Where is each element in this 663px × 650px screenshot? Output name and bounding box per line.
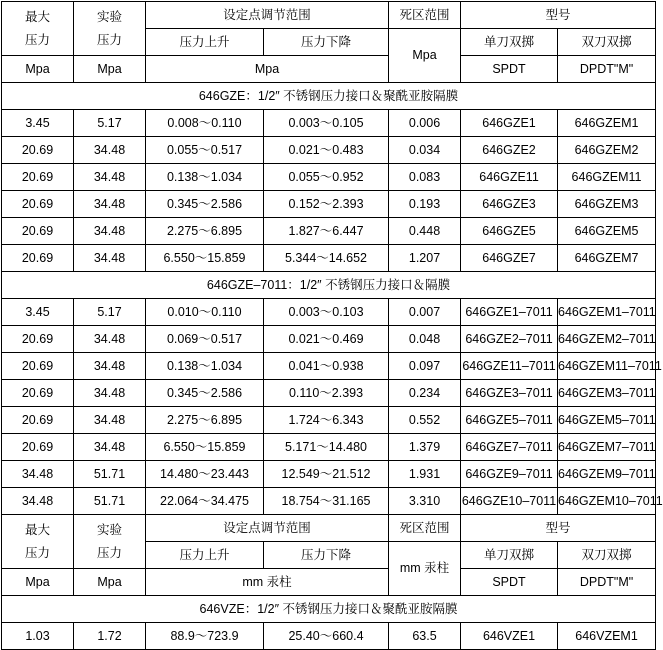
cell-deadband: 0.006: [389, 110, 461, 137]
cell-deadband: 1.379: [389, 434, 461, 461]
cell-model-spdt: 646GZE1: [461, 110, 558, 137]
cell-max-pressure: 34.48: [2, 461, 74, 488]
header-setpoint-range-2: 设定点调节范围: [146, 515, 389, 542]
cell-model-dpdt: 646GZEM11: [558, 164, 656, 191]
cell-model-dpdt: 646GZEM7: [558, 245, 656, 272]
cell-max-pressure: 20.69: [2, 326, 74, 353]
header-deadband-2: 死区范围: [389, 515, 461, 542]
cell-model-dpdt: 646GZEM1–7011: [558, 299, 656, 326]
header-test-pressure-line2: 压力: [96, 546, 122, 560]
cell-model-dpdt: 646GZEM5: [558, 218, 656, 245]
cell-model-dpdt: 646GZEM3: [558, 191, 656, 218]
header-test-pressure-1: [74, 2, 146, 56]
table-header-row: [2, 56, 656, 83]
header-max-pressure-2: [2, 515, 74, 569]
section-header-row: [2, 596, 656, 623]
cell-model-dpdt: 646GZEM1: [558, 110, 656, 137]
header-spdt-cn-2: 单刀双掷: [461, 542, 558, 569]
table-header-row: [2, 569, 656, 596]
cell-pressure-rise: 2.275～6.895: [146, 218, 264, 245]
header-setpoint-unit-2: mm 汞柱: [146, 569, 389, 596]
header-test-pressure-unit-2: Mpa: [74, 569, 146, 596]
header-pressure-rise-1: 压力上升: [146, 29, 264, 56]
cell-pressure-rise: 2.275～6.895: [146, 407, 264, 434]
header-setpoint-range-1: 设定点调节范围: [146, 2, 389, 29]
cell-deadband: 63.5: [389, 623, 461, 650]
cell-max-pressure: 20.69: [2, 164, 74, 191]
cell-pressure-fall: 0.003～0.103: [264, 299, 389, 326]
cell-pressure-rise: 0.345～2.586: [146, 191, 264, 218]
header-test-pressure-line1: 实验: [96, 522, 122, 537]
header-test-pressure-unit-1: Mpa: [74, 56, 146, 83]
spec-sheet: [0, 1, 663, 643]
cell-model-dpdt: 646GZEM2: [558, 137, 656, 164]
header-model-2: 型号: [461, 515, 656, 542]
header-deadband-1: 死区范围: [389, 2, 461, 29]
cell-test-pressure: 34.48: [74, 326, 146, 353]
cell-deadband: 0.193: [389, 191, 461, 218]
cell-model-spdt: 646GZE3–7011: [461, 380, 558, 407]
table-header-row: [2, 515, 656, 542]
cell-pressure-fall: 0.003～0.105: [264, 110, 389, 137]
cell-max-pressure: 20.69: [2, 407, 74, 434]
header-spdt-en-2: SPDT: [461, 569, 558, 596]
header-max-pressure-line2: 压力: [24, 33, 50, 47]
cell-pressure-rise: 0.138～1.034: [146, 353, 264, 380]
cell-test-pressure: 1.72: [74, 623, 146, 650]
cell-pressure-fall: 0.021～0.469: [264, 326, 389, 353]
cell-model-dpdt: 646GZEM9–7011: [558, 461, 656, 488]
table-row: [2, 164, 656, 191]
table-row: [2, 407, 656, 434]
cell-model-dpdt: 646GZEM11–7011: [558, 353, 656, 380]
table-row: [2, 137, 656, 164]
cell-pressure-fall: 0.041～0.938: [264, 353, 389, 380]
table-row: [2, 434, 656, 461]
header-pressure-rise-2: 压力上升: [146, 542, 264, 569]
cell-pressure-rise: 0.055～0.517: [146, 137, 264, 164]
cell-pressure-rise: 88.9～723.9: [146, 623, 264, 650]
cell-deadband: 0.234: [389, 380, 461, 407]
cell-pressure-fall: 5.171～14.480: [264, 434, 389, 461]
cell-pressure-fall: 0.055～0.952: [264, 164, 389, 191]
header-setpoint-unit-1: Mpa: [146, 56, 389, 83]
header-dpdt-cn-1: 双刀双掷: [558, 29, 656, 56]
header-max-pressure-line2: 压力: [24, 546, 50, 560]
header-deadband-unit-2: mm 汞柱: [389, 542, 461, 596]
header-max-pressure-1: [2, 2, 74, 56]
cell-deadband: 1.931: [389, 461, 461, 488]
header-dpdt-cn-2: 双刀双掷: [558, 542, 656, 569]
header-dpdt-en-2: DPDT"M": [558, 569, 656, 596]
cell-model-dpdt: 646GZEM5–7011: [558, 407, 656, 434]
cell-deadband: 3.310: [389, 488, 461, 515]
cell-test-pressure: 34.48: [74, 245, 146, 272]
cell-model-spdt: 646GZE5: [461, 218, 558, 245]
cell-model-spdt: 646GZE10–7011: [461, 488, 558, 515]
specification-table: [1, 1, 663, 650]
header-spdt-cn-1: 单刀双掷: [461, 29, 558, 56]
cell-model-spdt: 646GZE2–7011: [461, 326, 558, 353]
cell-deadband: 0.448: [389, 218, 461, 245]
cell-model-dpdt: 646GZEM2–7011: [558, 326, 656, 353]
header-dpdt-en-1: DPDT"M": [558, 56, 656, 83]
cell-deadband: 1.207: [389, 245, 461, 272]
cell-pressure-rise: 0.008～0.110: [146, 110, 264, 137]
cell-pressure-fall: 0.152～2.393: [264, 191, 389, 218]
cell-model-dpdt: 646GZEM10–7011: [558, 488, 656, 515]
cell-pressure-fall: 1.724～6.343: [264, 407, 389, 434]
cell-deadband: 0.007: [389, 299, 461, 326]
cell-test-pressure: 5.17: [74, 110, 146, 137]
header-max-pressure-unit-2: Mpa: [2, 569, 74, 596]
section-title: 646VZE：1/2″ 不锈钢压力接口＆聚酰亚胺隔膜: [2, 596, 656, 623]
cell-deadband: 0.034: [389, 137, 461, 164]
cell-pressure-fall: 12.549～21.512: [264, 461, 389, 488]
table-row: [2, 245, 656, 272]
cell-deadband: 0.083: [389, 164, 461, 191]
section-header-row: [2, 272, 656, 299]
cell-pressure-rise: 6.550～15.859: [146, 245, 264, 272]
cell-test-pressure: 34.48: [74, 353, 146, 380]
cell-test-pressure: 5.17: [74, 299, 146, 326]
cell-pressure-rise: 0.069～0.517: [146, 326, 264, 353]
header-test-pressure-line1: 实验: [96, 9, 122, 24]
table-row: [2, 326, 656, 353]
cell-test-pressure: 34.48: [74, 380, 146, 407]
cell-pressure-fall: 5.344～14.652: [264, 245, 389, 272]
cell-deadband: 0.097: [389, 353, 461, 380]
table-row: [2, 353, 656, 380]
table-row: [2, 110, 656, 137]
cell-model-spdt: 646GZE1–7011: [461, 299, 558, 326]
cell-model-dpdt: 646VZEM1: [558, 623, 656, 650]
cell-test-pressure: 34.48: [74, 407, 146, 434]
cell-model-spdt: 646GZE3: [461, 191, 558, 218]
table-row: [2, 191, 656, 218]
table-row: [2, 299, 656, 326]
table-row: [2, 461, 656, 488]
table-row: [2, 218, 656, 245]
cell-max-pressure: 20.69: [2, 218, 74, 245]
cell-max-pressure: 20.69: [2, 353, 74, 380]
cell-max-pressure: 1.03: [2, 623, 74, 650]
header-max-pressure-line1: 最大: [24, 522, 50, 537]
table-row: [2, 623, 656, 650]
header-test-pressure-line2: 压力: [96, 33, 122, 47]
header-max-pressure-line1: 最大: [24, 9, 50, 24]
header-max-pressure-unit-1: Mpa: [2, 56, 74, 83]
cell-test-pressure: 34.48: [74, 191, 146, 218]
cell-pressure-fall: 0.110～2.393: [264, 380, 389, 407]
cell-max-pressure: 20.69: [2, 137, 74, 164]
cell-model-spdt: 646GZE5–7011: [461, 407, 558, 434]
header-pressure-fall-2: 压力下降: [264, 542, 389, 569]
cell-deadband: 0.552: [389, 407, 461, 434]
cell-model-spdt: 646GZE11–7011: [461, 353, 558, 380]
cell-max-pressure: 20.69: [2, 191, 74, 218]
cell-max-pressure: 3.45: [2, 299, 74, 326]
header-test-pressure-2: [74, 515, 146, 569]
cell-model-dpdt: 646GZEM7–7011: [558, 434, 656, 461]
cell-test-pressure: 34.48: [74, 164, 146, 191]
cell-pressure-fall: 0.021～0.483: [264, 137, 389, 164]
section-title: 646GZE–7011：1/2″ 不锈钢压力接口＆隔膜: [2, 272, 656, 299]
table-row: [2, 488, 656, 515]
cell-model-spdt: 646GZE2: [461, 137, 558, 164]
cell-pressure-fall: 1.827～6.447: [264, 218, 389, 245]
cell-pressure-rise: 0.345～2.586: [146, 380, 264, 407]
table-header-row: [2, 2, 656, 29]
cell-pressure-fall: 25.40～660.4: [264, 623, 389, 650]
cell-pressure-rise: 6.550～15.859: [146, 434, 264, 461]
cell-test-pressure: 34.48: [74, 218, 146, 245]
cell-model-spdt: 646VZE1: [461, 623, 558, 650]
cell-test-pressure: 34.48: [74, 137, 146, 164]
cell-model-spdt: 646GZE7–7011: [461, 434, 558, 461]
cell-test-pressure: 51.71: [74, 461, 146, 488]
cell-max-pressure: 34.48: [2, 488, 74, 515]
cell-test-pressure: 51.71: [74, 488, 146, 515]
cell-max-pressure: 20.69: [2, 245, 74, 272]
cell-test-pressure: 34.48: [74, 434, 146, 461]
cell-model-spdt: 646GZE9–7011: [461, 461, 558, 488]
cell-pressure-rise: 0.138～1.034: [146, 164, 264, 191]
header-deadband-unit-1: Mpa: [389, 29, 461, 83]
cell-max-pressure: 20.69: [2, 434, 74, 461]
cell-pressure-rise: 22.064～34.475: [146, 488, 264, 515]
section-title: 646GZE：1/2″ 不锈钢压力接口＆聚酰亚胺隔膜: [2, 83, 656, 110]
cell-pressure-rise: 0.010～0.110: [146, 299, 264, 326]
header-pressure-fall-1: 压力下降: [264, 29, 389, 56]
cell-deadband: 0.048: [389, 326, 461, 353]
cell-model-dpdt: 646GZEM3–7011: [558, 380, 656, 407]
cell-pressure-rise: 14.480～23.443: [146, 461, 264, 488]
cell-model-spdt: 646GZE11: [461, 164, 558, 191]
header-model-1: 型号: [461, 2, 656, 29]
cell-model-spdt: 646GZE7: [461, 245, 558, 272]
table-row: [2, 380, 656, 407]
section-header-row: [2, 83, 656, 110]
cell-pressure-fall: 18.754～31.165: [264, 488, 389, 515]
cell-max-pressure: 20.69: [2, 380, 74, 407]
header-spdt-en-1: SPDT: [461, 56, 558, 83]
cell-max-pressure: 3.45: [2, 110, 74, 137]
